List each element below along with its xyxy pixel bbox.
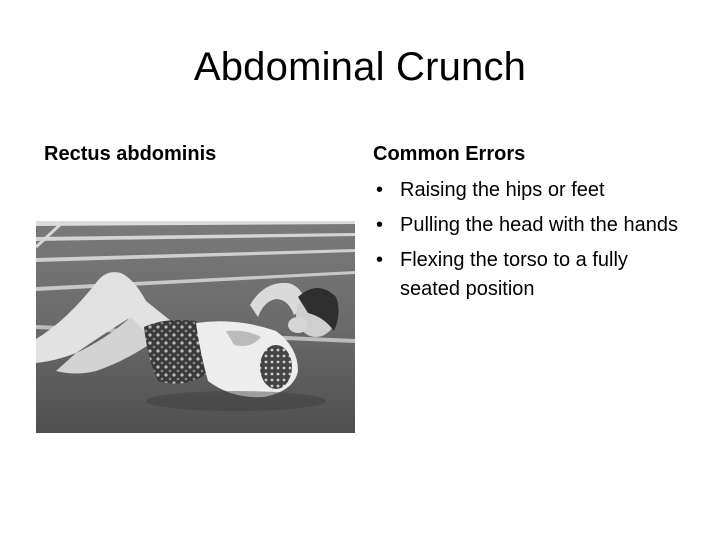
- error-text: Raising the hips or feet: [400, 179, 605, 201]
- bullet-icon: •: [376, 179, 384, 201]
- slide-title: Abdominal Crunch: [193, 45, 527, 89]
- crunch-photo-illustration: [36, 221, 355, 433]
- error-text: Flexing the torso to a fully seated position: [400, 249, 628, 300]
- list-item: [373, 176, 693, 205]
- list-item: [373, 211, 693, 240]
- bullet-icon: •: [376, 249, 384, 271]
- list-item: [373, 246, 693, 304]
- crunch-photo: [36, 221, 355, 433]
- error-text: Pulling the head with the hands: [400, 214, 678, 236]
- muscle-heading: Rectus abdominis: [44, 143, 217, 165]
- common-errors-heading: Common Errors: [373, 143, 526, 165]
- common-errors-list: [373, 176, 693, 310]
- bullet-icon: •: [376, 214, 384, 236]
